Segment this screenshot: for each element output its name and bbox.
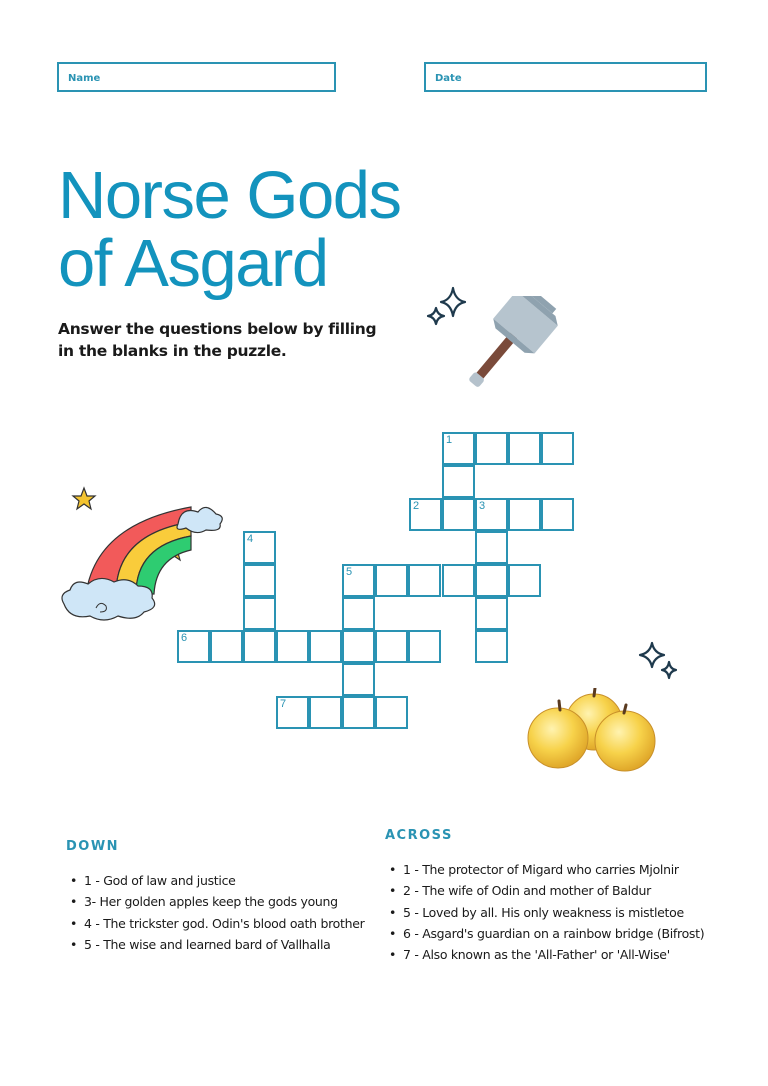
crossword-cell[interactable] [243,564,276,597]
clue-number: 2 [413,500,420,512]
crossword-cell[interactable] [210,630,243,663]
crossword-cell[interactable] [409,498,442,531]
across-clue: • 1 - The protector of Migard who carries Mjolnir [385,859,704,880]
crossword-cell[interactable] [309,630,342,663]
crossword-cell[interactable] [342,630,375,663]
crossword-cell[interactable] [508,564,541,597]
clue-number: 1 [446,434,453,446]
crossword-cell[interactable] [342,696,375,729]
date-field[interactable] [424,62,707,92]
across-clue: • 6 - Asgard's guardian on a rainbow bridge (Bifrost) [385,923,704,944]
crossword-cell[interactable] [243,531,276,564]
down-clue: • 4 - The trickster god. Odin's blood oath brother [66,913,364,934]
crossword-cell[interactable] [408,630,441,663]
crossword-cell[interactable] [475,432,508,465]
down-clue: • 3- Her golden apples keep the gods young [66,891,364,912]
crossword-cell[interactable] [541,432,574,465]
crossword-cell[interactable] [375,630,408,663]
crossword-cell[interactable] [243,630,276,663]
across-clue: • 5 - Loved by all. His only weakness is mistletoe [385,902,704,923]
crossword-cell[interactable] [475,498,508,531]
across-clue-list [385,859,704,965]
crossword-cell[interactable] [342,597,375,630]
across-clue: • 2 - The wife of Odin and mother of Baldur [385,880,704,901]
crossword-cell[interactable] [408,564,441,597]
crossword-cell[interactable] [442,498,475,531]
down-clue: • 5 - The wise and learned bard of Vallhalla [66,934,364,955]
crossword-cell[interactable] [342,564,375,597]
page-title [58,158,401,301]
crossword-cell[interactable] [375,564,408,597]
down-heading: DOWN [66,839,120,854]
crossword-cell[interactable] [177,630,210,663]
hammer-icon [452,296,567,408]
crossword-cell[interactable] [475,531,508,564]
crossword-cell[interactable] [475,564,508,597]
rainbow-icon [56,484,226,624]
name-label: Name [68,73,101,84]
instructions-line-1: Answer the questions below by filling [58,320,377,338]
crossword-cell[interactable] [342,663,375,696]
crossword-cell[interactable] [243,597,276,630]
clue-number: 5 [346,566,353,578]
crossword-cell[interactable] [276,630,309,663]
crossword-cell[interactable] [442,564,475,597]
crossword-cell[interactable] [508,498,541,531]
date-label: Date [435,73,462,84]
crossword-cell[interactable] [442,465,475,498]
title-line-1: Norse Gods [58,158,401,233]
crossword-cell[interactable] [309,696,342,729]
down-clue: • 1 - God of law and justice [66,870,364,891]
clue-number: 4 [247,533,254,545]
crossword-cell[interactable] [475,597,508,630]
golden-apples-icon [524,688,660,774]
instructions-line-2: in the blanks in the puzzle. [58,342,287,360]
clue-number: 6 [181,632,188,644]
clue-number: 7 [280,698,287,710]
clue-number: 3 [479,500,486,512]
across-clue: • 7 - Also known as the 'All-Father' or 'All-Wise' [385,944,704,965]
crossword-cell[interactable] [442,432,475,465]
crossword-cell[interactable] [508,432,541,465]
crossword-cell[interactable] [541,498,574,531]
across-heading: ACROSS [385,828,453,843]
down-clue-list [66,870,364,955]
crossword-cell[interactable] [375,696,408,729]
name-field[interactable] [57,62,336,92]
crossword-cell[interactable] [276,696,309,729]
star-icon [73,488,95,509]
title-line-2: of Asgard [58,226,328,301]
sparkle-icon [636,640,680,684]
crossword-cell[interactable] [475,630,508,663]
instructions [58,318,376,362]
